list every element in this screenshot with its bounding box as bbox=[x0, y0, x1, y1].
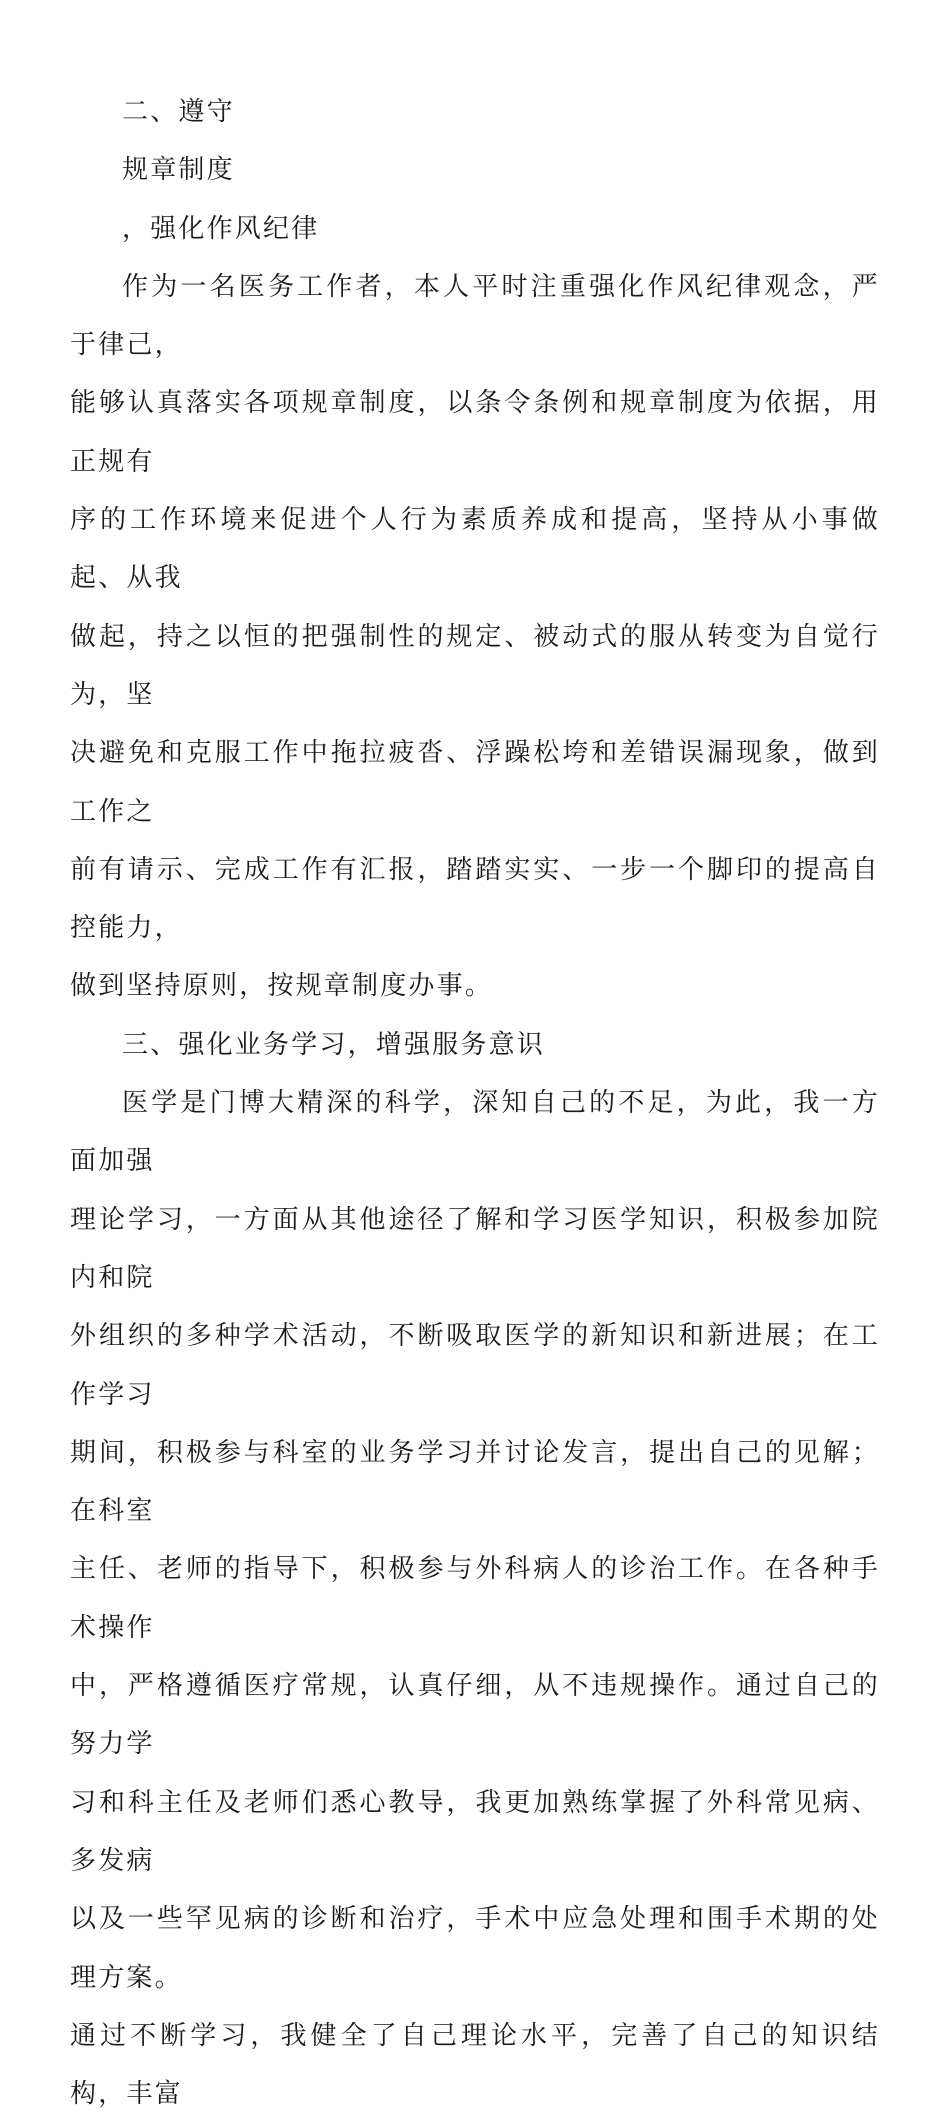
paragraph-line: 序的工作环境来促进个人行为素质养成和提高，坚持从小事做起、从我 bbox=[70, 505, 880, 594]
paragraph-line: 习和科主任及老师们悉心教导，我更加熟练掌握了外科常见病、多发病 bbox=[70, 1787, 880, 1876]
section-heading-3: 三、强化业务学习，增强服务意识 bbox=[122, 1029, 546, 1060]
paragraph-line: 中，严格遵循医疗常规，认真仔细，从不违规操作。通过自己的努力学 bbox=[70, 1671, 880, 1760]
paragraph-line: 理论学习，一方面从其他途径了解和学习医学知识，积极参加院内和院 bbox=[70, 1204, 880, 1293]
paragraph-line: 外组织的多种学术活动，不断吸取医学的新知识和新进展；在工作学习 bbox=[70, 1321, 880, 1410]
paragraph-line: 医学是门博大精深的科学，深知自己的不足，为此，我一方面加强 bbox=[70, 1088, 880, 1177]
paragraph-line: 期间，积极参与科室的业务学习并讨论发言，提出自己的见解；在科室 bbox=[70, 1437, 880, 1527]
section-heading-2-part-1: 二、遵守 bbox=[122, 97, 235, 127]
section-heading-2-part-2: 规章制度 bbox=[122, 155, 235, 186]
paragraph-line: 主任、老师的指导下，积极参与外科病人的诊治工作。在各种手术操作 bbox=[70, 1554, 880, 1643]
paragraph-learning bbox=[70, 1074, 880, 2123]
paragraph-line: 做起，持之以恒的把强制性的规定、被动式的服从转变为自觉行为，坚 bbox=[70, 621, 880, 710]
paragraph-line: 能够认真落实各项规章制度，以条令条例和规章制度为依据，用正规有 bbox=[70, 388, 880, 477]
paragraph-line: 作为一名医务工作者，本人平时注重强化作风纪律观念，严于律己， bbox=[70, 271, 880, 361]
section-heading-2-part-3: ，强化作风纪律 bbox=[122, 213, 320, 244]
paragraph-line: 决避免和克服工作中拖拉疲沓、浮躁松垮和差错误漏现象，做到工作之 bbox=[70, 738, 880, 827]
paragraph-line: 做到坚持原则，按规章制度办事。 bbox=[70, 971, 494, 1002]
paragraph-line: 前有请示、完成工作有汇报，踏踏实实、一步一个脚印的提高自控能力， bbox=[70, 854, 880, 944]
paragraph-discipline bbox=[70, 258, 880, 1016]
paragraph-line: 通过不断学习，我健全了自己理论水平，完善了自己的知识结构，丰富 bbox=[70, 2020, 880, 2110]
paragraph-line: 以及一些罕见病的诊断和治疗，手术中应急处理和围手术期的处理方案。 bbox=[70, 1904, 880, 1993]
